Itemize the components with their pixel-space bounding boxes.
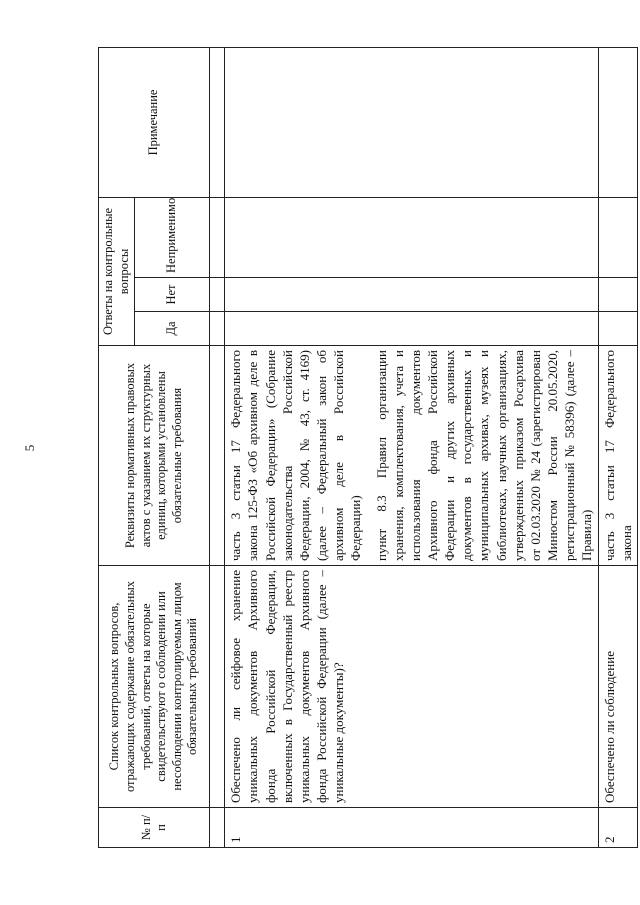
row-2-no	[598, 278, 637, 312]
row-1-note	[225, 47, 598, 197]
row-2-question-text: Обеспечено ли соблюдение	[601, 651, 617, 803]
header-yes: Да	[135, 312, 210, 346]
row-2-question	[598, 566, 637, 808]
header-num: № п/п	[99, 808, 210, 848]
row-2-note	[598, 47, 637, 197]
row-1-no	[225, 278, 598, 312]
header-note: Примечание	[99, 47, 210, 197]
header-no: Нет	[135, 278, 210, 312]
spacer-row	[210, 47, 225, 847]
row-1-requisite-1: часть 3 статьи 17 Федерального закона 125-ФЗ «Об архивном деле в Российской Федерации» (Собрание законодательства Российской Федерации, 2004, № 43, ст. 4169) (далее – Федеральный закон об архивном деле в Российской Федерации)	[228, 350, 364, 561]
table-row	[598, 47, 637, 847]
header-answers: Ответы на контрольные вопросы	[99, 197, 135, 345]
row-2-requisites	[598, 346, 637, 566]
row-2-na	[598, 197, 637, 277]
rotated-sheet	[98, 48, 634, 848]
row-2-yes	[598, 312, 637, 346]
row-2-requisite-1: часть 3 статьи 17 Федерального закона	[601, 350, 634, 561]
row-1-na	[225, 197, 598, 277]
row-1-num: 1	[225, 808, 598, 848]
header-requisites: Реквизиты нормативных правовых актов с указанием их структурных единиц, которыми установлены обязательные требования	[99, 346, 210, 566]
checklist-table	[98, 47, 638, 848]
header-row-1	[99, 47, 135, 847]
row-1-requisite-2: пункт 8.3 Правил организации хранения, комплектования, учета и использования документов Архивного фонда Российской Федерации и других архивных документов в государственных и муниципальных архивах, музеях и библиотеках, научных организациях, утвержденных приказом Росархива от 02.03.2020 № 24 (зарегистрирован Минюстом России 20.05.2020, регистрационный № 58396) (далее – Правила)	[373, 350, 595, 561]
row-1-yes	[225, 312, 598, 346]
header-na: Неприменимо	[135, 197, 210, 277]
table-row	[225, 47, 598, 847]
row-1-question	[225, 566, 598, 808]
header-questions: Список контрольных вопросов, отражающих содержание обязательных требований, ответы на которые свидетельствуют о соблюдении или несоблюдении контролируемым лицом обязательных требований	[99, 566, 210, 808]
row-2-num: 2	[598, 808, 637, 848]
row-1-question-text: Обеспечено ли сейфовое хранение уникальных документов Архивного фонда Российской Федерации, включенных в Государственный реестр уникальных документов Архивного фонда Российской Федерации (далее – уникальные документы)?	[228, 570, 347, 803]
row-1-requisites	[225, 346, 598, 566]
page-number: 5	[22, 444, 37, 452]
